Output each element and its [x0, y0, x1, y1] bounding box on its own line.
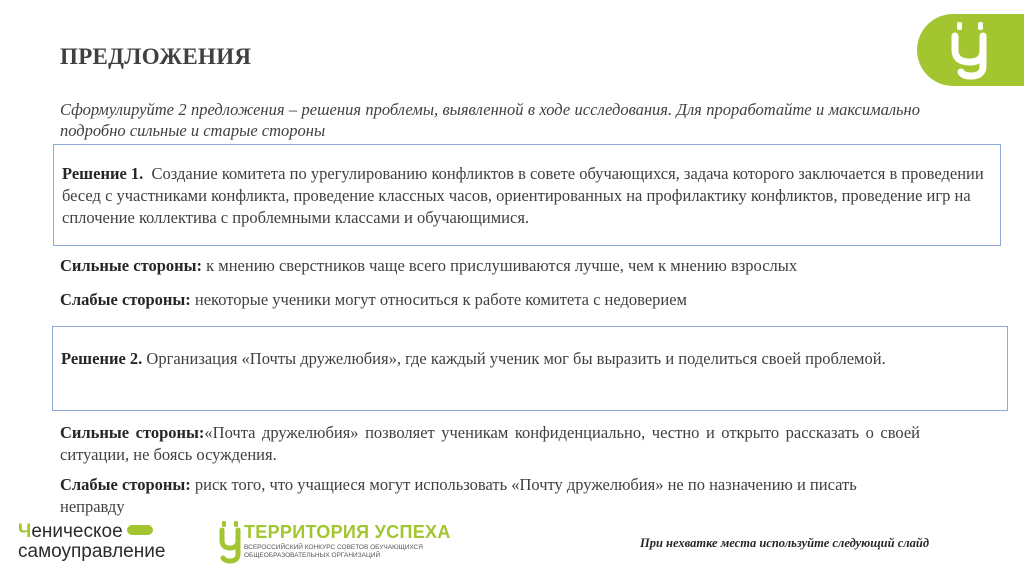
logo-right-line2: ОБЩЕОБРАЗОВАТЕЛЬНЫХ ОРГАНИЗАЦИЙ — [244, 552, 381, 559]
solution1-weaknesses-text: некоторые ученики могут относиться к работе комитета с недоверием — [194, 290, 687, 309]
logo-right-title: ТЕРРИТОРИЯ УСПЕХА — [244, 522, 451, 542]
footer-note: При нехватке места используйте следующий слайд — [640, 536, 930, 550]
brand-u-logo — [917, 14, 1024, 86]
solution2-text: Организация «Почты дружелюбия», где каждый ученик мог бы выразить и поделиться своей проблемой. — [146, 349, 886, 368]
solution2-strengths-label: Сильные стороны: — [60, 423, 205, 442]
logo-right-line1: ВСЕРОССИЙСКИЙ КОНКУРС СОВЕТОВ ОБУЧАЮЩИХСЯ — [244, 544, 423, 551]
solution2-paragraph — [61, 348, 999, 370]
solution2-label: Решение 2. — [61, 349, 143, 368]
solution2-weaknesses-text: риск того, что учащиеся могут использовать «Почту дружелюбия» не по назначению и писать неправду — [60, 475, 857, 516]
solution1-strengths-text: к мнению сверстников чаще всего прислушиваются лучше, чем к мнению взрослых — [206, 256, 798, 275]
solution2-box — [52, 326, 1008, 411]
solution1-label: Решение 1. — [62, 164, 144, 183]
territory-of-success-logo — [218, 520, 458, 564]
logo-left-first-letter: Ч — [18, 521, 32, 542]
solution1-strengths — [60, 255, 920, 277]
solution1-weaknesses — [60, 289, 920, 311]
solution1-box — [53, 144, 1001, 246]
logo-right-subtitle — [244, 544, 454, 560]
solution2-strengths-text: «Почта дружелюбия» позволяет ученикам конфиденциально, честно и открыто рассказать о своей ситуации, не боясь осуждения. — [60, 423, 921, 464]
solution2-strengths — [60, 422, 920, 466]
page-title: ПРЕДЛОЖЕНИЯ — [60, 44, 252, 69]
instruction-subtitle: Сформулируйте 2 предложения – решения проблемы, выявленной в ходе исследования. Для проработайте и максимально подробно сильные и старые стороны — [60, 100, 920, 140]
u-logo-icon — [218, 520, 244, 564]
solution2-weaknesses — [60, 474, 920, 518]
solution1-text: Создание комитета по урегулированию конфликтов в совете обучающихся, задача которого заключается в проведении бесед с участниками конфликта, проведение классных часов, ориентированных на профилактику конфликтов, проведение игр на сплочение коллектива с проблемными классами и обучающимися. — [62, 164, 984, 227]
solution1-paragraph — [62, 163, 992, 229]
logo-left-line1: еническое — [31, 521, 123, 542]
logo-left-line2: самоуправление — [18, 541, 166, 562]
u-logo-icon — [939, 20, 1009, 80]
solution1-weaknesses-label: Слабые стороны: — [60, 290, 191, 309]
pill-icon — [127, 525, 153, 535]
solution2-weaknesses-label: Слабые стороны: — [60, 475, 191, 494]
student-government-logo — [18, 522, 165, 562]
solution1-strengths-label: Сильные стороны: — [60, 256, 203, 275]
